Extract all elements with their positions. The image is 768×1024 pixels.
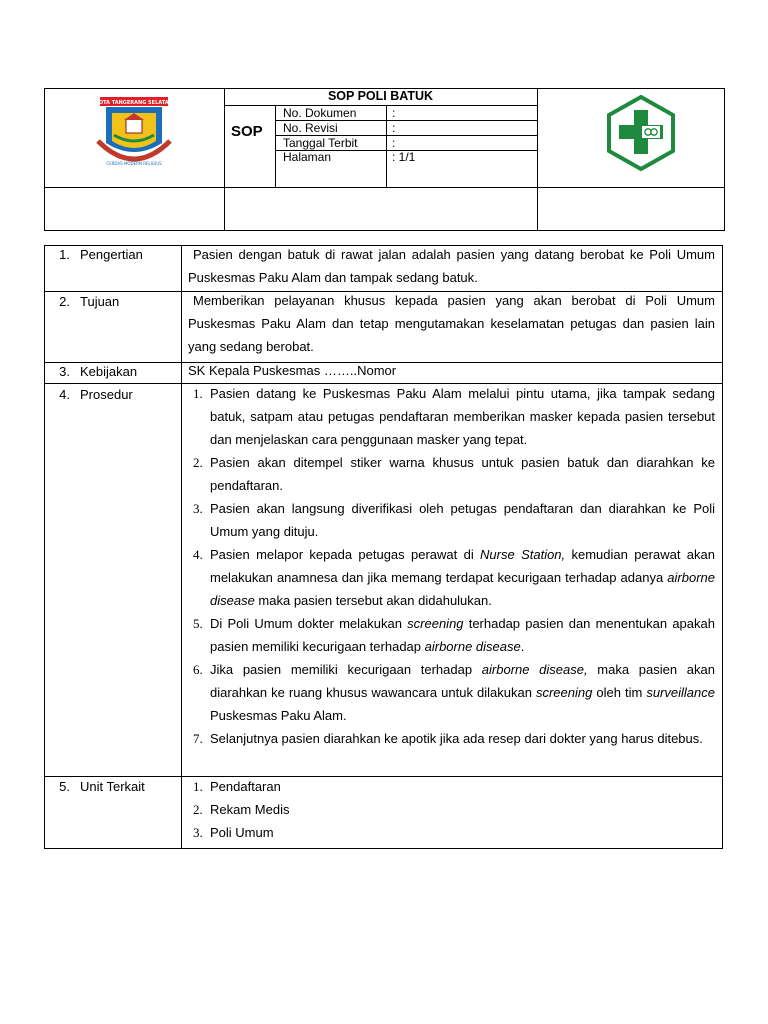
logo-motto-text: CERDAS MODERN RELIGIUS xyxy=(106,161,162,166)
step-text: Pasien melapor kepada petugas perawat di xyxy=(210,547,481,562)
step-text: Selanjutnya pasien diarahkan ke apotik jika ada resep dari dokter yang harus ditebus. xyxy=(210,731,703,746)
pengertian-text: Pasien dengan batuk di rawat jalan adalah pasien yang datang berobat ke Poli Umum Puskesmas Paku Alam dan tampak sedang batuk. xyxy=(188,247,715,285)
step-number: 3. xyxy=(193,501,203,516)
row-number: 4. xyxy=(59,387,70,402)
meta-label-no-dokumen: No. Dokumen xyxy=(283,106,357,120)
step-number: 4. xyxy=(193,547,203,562)
prosedur-steps xyxy=(187,382,715,750)
row-label-unit-terkait xyxy=(48,779,145,795)
step-text: terhadap pasien dan menentukan apakah pasien memiliki kecurigaan terhadap xyxy=(210,616,715,654)
step-text: Di Poli Umum dokter melakukan xyxy=(210,616,408,631)
kebijakan-text: SK Kepala Puskesmas ……..Nomor xyxy=(188,363,397,378)
step-text: kemudian perawat akan melakukan anamnesa dan jika memang terdapat kecurigaan terhadap adanya xyxy=(210,547,715,585)
list-item xyxy=(187,543,715,612)
unit-number: 2. xyxy=(193,802,203,817)
list-item xyxy=(187,497,715,543)
meta-value-no-dokumen: : xyxy=(392,106,396,120)
step-number: 5. xyxy=(193,616,203,631)
list-item xyxy=(187,612,715,658)
unit-text: Pendaftaran xyxy=(210,779,281,794)
row-title: Tujuan xyxy=(80,294,120,309)
step-italic: airborne disease xyxy=(424,639,521,654)
row-title: Unit Terkait xyxy=(80,779,145,794)
list-item xyxy=(187,821,715,844)
row-number: 5. xyxy=(59,779,70,794)
meta-label-tanggal-terbit: Tanggal Terbit xyxy=(283,136,358,150)
list-item xyxy=(187,451,715,497)
step-text: oleh tim xyxy=(592,685,647,700)
list-item xyxy=(187,798,715,821)
step-number: 2. xyxy=(193,455,203,470)
row-label-kebijakan xyxy=(48,364,137,380)
step-text: maka pasien tersebut akan didahulukan. xyxy=(254,593,492,608)
step-italic: surveillance xyxy=(646,685,715,700)
step-italic: Nurse Station, xyxy=(480,547,566,562)
row-number: 1. xyxy=(59,247,70,262)
meta-label-halaman: Halaman xyxy=(283,150,332,164)
list-item xyxy=(187,658,715,727)
list-item xyxy=(187,382,715,451)
step-text: Pasien datang ke Puskesmas Paku Alam melalui pintu utama, jika tampak sedang batuk, satpam atau petugas pendaftaran memberikan masker kepada pasien tersebut dan menjelaskan cara penggunaan masker yang tepat. xyxy=(210,386,715,447)
step-text: Jika pasien memiliki kecurigaan terhadap xyxy=(210,662,482,677)
unit-number: 1. xyxy=(193,779,203,794)
unit-text: Rekam Medis xyxy=(210,802,290,817)
step-text: Pasien akan ditempel stiker warna khusus untuk pasien batuk dan diarahkan ke pendaftaran. xyxy=(210,455,715,493)
list-item xyxy=(187,727,715,750)
row-title: Kebijakan xyxy=(80,364,138,379)
row-title: Pengertian xyxy=(80,247,143,262)
unit-number: 3. xyxy=(193,825,203,840)
step-number: 6. xyxy=(193,662,203,677)
row-label-prosedur xyxy=(48,387,133,403)
tujuan-text: Memberikan pelayanan khusus kepada pasien yang akan berobat di Poli Umum Puskesmas Paku Alam dan tetap mengutamakan keselamatan petugas dan pasien lain yang sedang berobat. xyxy=(188,293,715,354)
step-italic: screening xyxy=(407,616,464,631)
step-text: maka pasien akan diarahkan ke ruang khusus wawancara untuk dilakukan xyxy=(210,662,715,700)
step-italic: screening xyxy=(535,685,593,700)
step-italic: airborne disease xyxy=(210,570,715,608)
row-label-pengertian xyxy=(48,247,143,263)
unit-terkait-list xyxy=(187,775,715,844)
step-text: Puskesmas Paku Alam. xyxy=(210,708,347,723)
meta-value-no-revisi: : xyxy=(392,121,396,135)
row-title: Prosedur xyxy=(80,387,133,402)
unit-text: Poli Umum xyxy=(210,825,274,840)
row-number: 3. xyxy=(59,364,70,379)
document-title: SOP POLI BATUK xyxy=(327,89,434,103)
step-number: 1. xyxy=(193,386,203,401)
logo-banner-text: KOTA TANGERANG SELATAN xyxy=(95,100,173,106)
step-text: . xyxy=(520,639,525,654)
row-label-tujuan xyxy=(48,294,119,310)
list-item xyxy=(187,775,715,798)
meta-value-halaman: : 1/1 xyxy=(392,150,416,164)
puskesmas-logo xyxy=(603,95,679,171)
step-text: Pasien akan langsung diverifikasi oleh petugas pendaftaran dan diarahkan ke Poli Umum yang dituju. xyxy=(210,501,715,539)
row-number: 2. xyxy=(59,294,70,309)
city-logo xyxy=(92,95,176,171)
step-number: 7. xyxy=(193,731,203,746)
meta-label-no-revisi: No. Revisi xyxy=(283,121,338,135)
meta-value-tanggal-terbit: : xyxy=(392,136,396,150)
step-italic: airborne disease, xyxy=(481,662,588,677)
sop-label: SOP xyxy=(231,123,263,140)
